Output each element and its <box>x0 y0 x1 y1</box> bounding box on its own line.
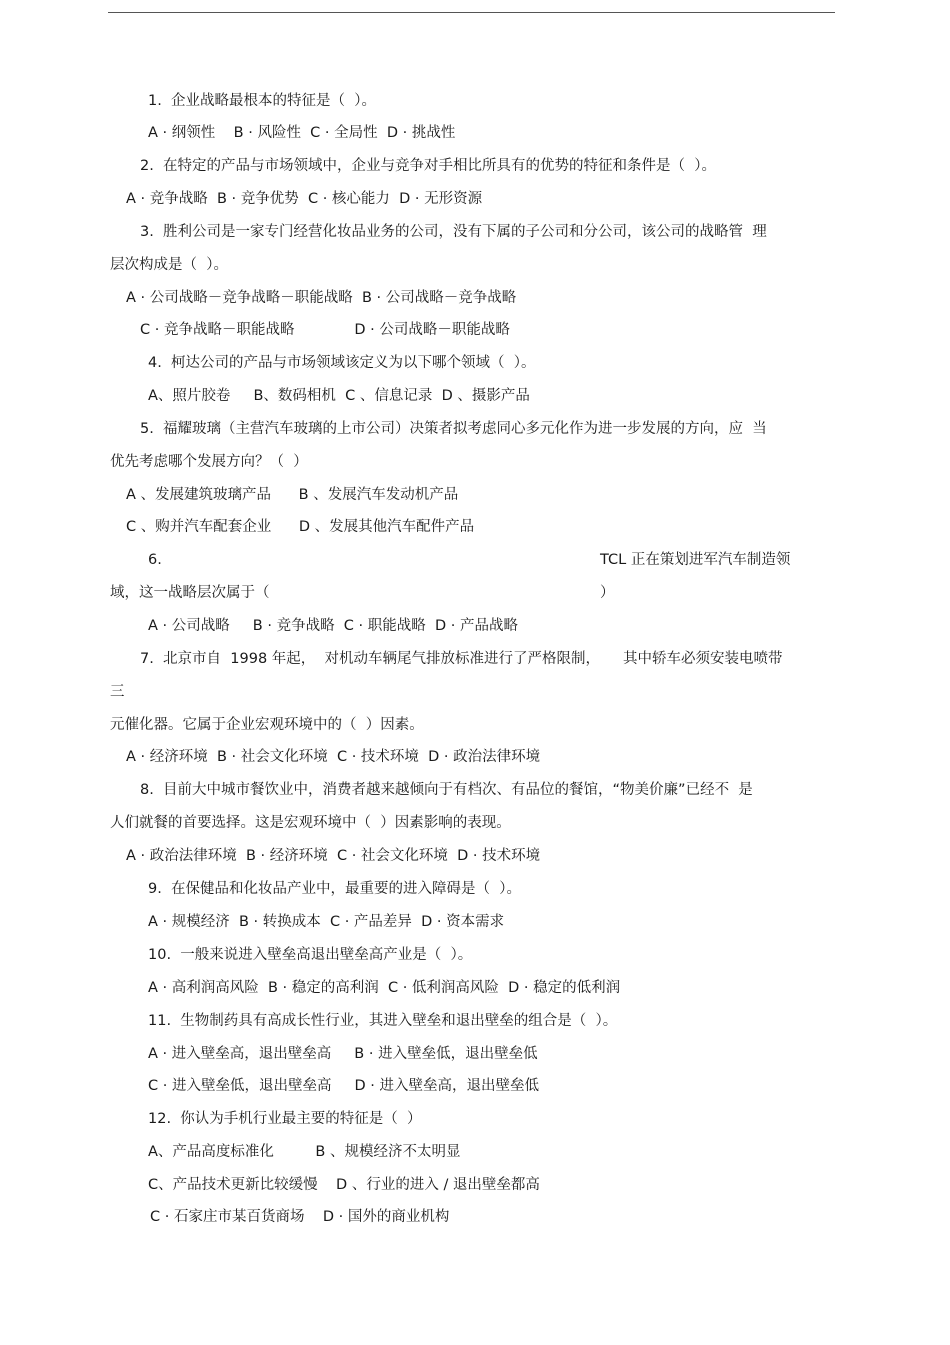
question-5: 5. 福耀玻璃（主营汽车玻璃的上市公司）决策者拟考虑同心多元化作为进一步发展的方向，应 当 <box>140 421 767 437</box>
options-11b: C · 进入壁垒低，退出壁垒高 D · 进入壁垒高，退出壁垒低 <box>148 1078 539 1094</box>
options-10: A · 高利润高风险 B · 稳定的高利润 C · 低利润高风险 D · 稳定的低利润 <box>148 980 621 996</box>
question-7: 7. 北京市自 1998 年起， 对机动车辆尾气排放标准进行了严格限制， 其中轿车必须安装电喷带 <box>140 651 783 667</box>
options-2: A · 竞争战略 B · 竞争优势 C · 核心能力 D · 无形资源 <box>126 191 483 207</box>
options-9: A · 规模经济 B · 转换成本 C · 产品差异 D · 资本需求 <box>148 914 505 930</box>
question-4: 4. 柯达公司的产品与市场领域该定义为以下哪个领域（ ）。 <box>148 355 536 371</box>
question-10: 10. 一般来说进入壁垒高退出壁垒高产业是（ ）。 <box>148 947 473 963</box>
question-8: 8. 目前大中城市餐饮业中，消费者越来越倾向于有档次、有品位的餐馆，“物美价廉”已经不 是 <box>140 782 753 798</box>
question-6-text: TCL 正在策划进军汽车制造领 <box>600 552 791 568</box>
question-1: 1. 企业战略最根本的特征是（ ）。 <box>148 93 377 109</box>
question-2: 2. 在特定的产品与市场领域中，企业与竞争对手相比所具有的优势的特征和条件是（ ）。 <box>140 158 717 174</box>
question-7-cont: 元催化器。它属于企业宏观环境中的（ ）因素。 <box>110 717 424 733</box>
question-9: 9. 在保健品和化妆品产业中，最重要的进入障碍是（ ）。 <box>148 881 522 897</box>
options-12a: A、产品高度标准化 B 、规模经济不太明显 <box>148 1144 461 1160</box>
options-6: A · 公司战略 B · 竞争战略 C · 职能战略 D · 产品战略 <box>148 618 518 634</box>
options-3b: C · 竞争战略－职能战略 D · 公司战略－职能战略 <box>140 322 510 338</box>
question-11: 11. 生物制药具有高成长性行业，其进入壁垒和退出壁垒的组合是（ ）。 <box>148 1013 618 1029</box>
options-4: A、照片胶卷 B、数码相机 C 、信息记录 D 、摄影产品 <box>148 388 530 404</box>
options-3a: A · 公司战略－竞争战略－职能战略 B · 公司战略－竞争战略 <box>126 290 517 306</box>
question-3: 3. 胜利公司是一家专门经营化妆品业务的公司，没有下属的子公司和分公司，该公司的战略管 理 <box>140 224 767 240</box>
options-5b: C 、购并汽车配套企业 D 、发展其他汽车配件产品 <box>126 519 475 535</box>
options-1: A · 纲领性 B · 风险性 C · 全局性 D · 挑战性 <box>148 125 456 141</box>
question-6-number: 6. <box>148 552 162 568</box>
question-6-cont: 域，这一战略层次属于（ <box>110 585 270 601</box>
options-5a: A 、发展建筑玻璃产品 B 、发展汽车发动机产品 <box>126 487 459 503</box>
options-11a: A · 进入壁垒高，退出壁垒高 B · 进入壁垒低，退出壁垒低 <box>148 1046 538 1062</box>
question-7-wrap: 三 <box>110 684 125 700</box>
question-8-cont: 人们就餐的首要选择。这是宏观环境中（ ）因素影响的表现。 <box>110 815 511 831</box>
options-extra: C · 石家庄市某百货商场 D · 国外的商业机构 <box>150 1209 450 1225</box>
question-5-cont: 优先考虑哪个发展方向？（ ） <box>110 454 308 470</box>
header-rule <box>108 12 835 13</box>
options-12b: C、产品技术更新比较缓慢 D 、行业的进入 / 退出壁垒都高 <box>148 1177 540 1193</box>
options-8: A · 政治法律环境 B · 经济环境 C · 社会文化环境 D · 技术环境 <box>126 848 541 864</box>
question-3-cont: 层次构成是（ ）。 <box>110 257 228 273</box>
question-12: 12. 你认为手机行业最主要的特征是（ ） <box>148 1111 422 1127</box>
question-6-paren: ） <box>600 585 615 601</box>
options-7: A · 经济环境 B · 社会文化环境 C · 技术环境 D · 政治法律环境 <box>126 749 541 765</box>
